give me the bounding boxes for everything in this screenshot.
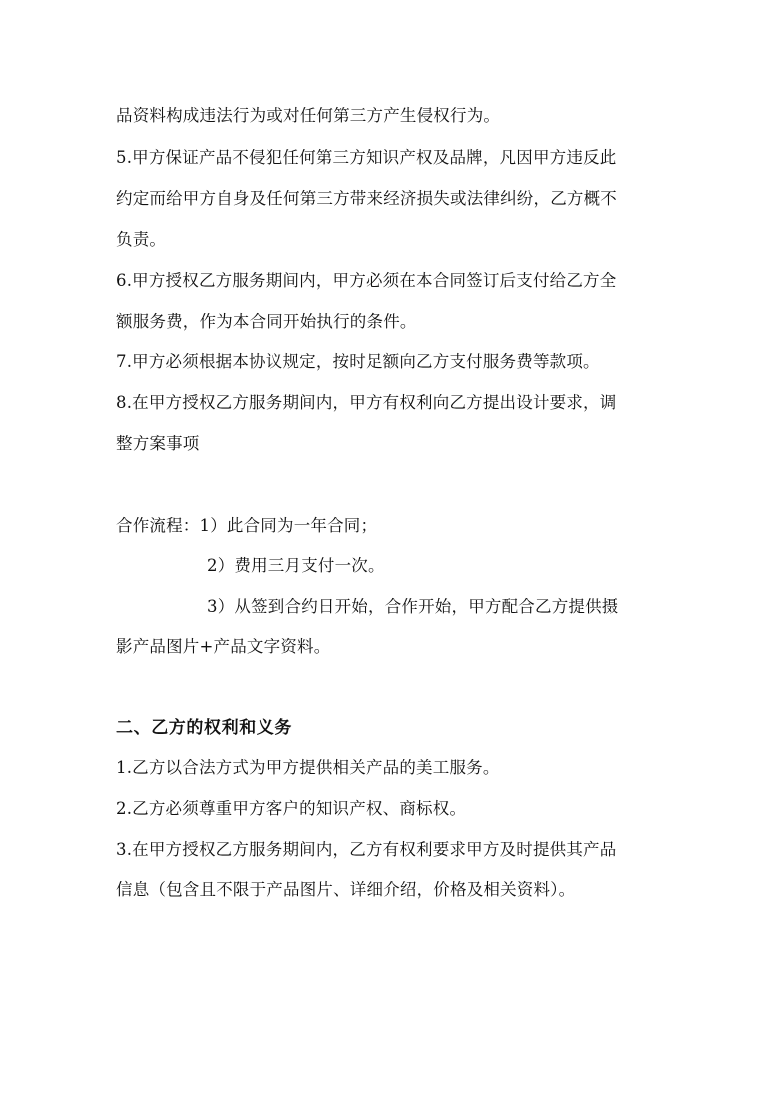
clause-6-line-1: 6.甲方授权乙方服务期间内，甲方必须在本合同签订后支付给乙方全 [116,271,617,290]
party-b-clause-2: 2.乙方必须尊重甲方客户的知识产权、商标权。 [116,799,467,818]
party-b-clause-3-line-1: 3.在甲方授权乙方服务期间内，乙方有权利要求甲方及时提供其产品 [116,840,617,859]
clause-6-line-2: 额服务费，作为本合同开始执行的条件。 [116,312,417,331]
text-line: 品资料构成违法行为或对任何第三方产生侵权行为。 [116,106,501,125]
party-b-clause-3-line-2: 信息（包含且不限于产品图片、详细介绍，价格及相关资料）。 [116,880,576,899]
cooperation-process-line-3: 3）从签到合约日开始，合作开始，甲方配合乙方提供摄 [207,597,619,616]
clause-8-line-1: 8.在甲方授权乙方服务期间内，甲方有权利向乙方提出设计要求，调 [116,393,617,412]
cooperation-process-line-4: 影产品图片+产品文字资料。 [116,637,331,656]
clause-5-line-2: 约定而给甲方自身及任何第三方带来经济损失或法律纠纷，乙方概不 [116,189,617,208]
cooperation-process-line-2: 2）费用三月支付一次。 [207,556,385,575]
clause-5-line-1: 5.甲方保证产品不侵犯任何第三方知识产权及品牌，凡因甲方违反此 [116,148,617,167]
clause-5-line-3: 负责。 [116,230,167,249]
cooperation-process-line-1: 合作流程：1）此合同为一年合同； [116,516,378,535]
clause-7-line-1: 7.甲方必须根据本协议规定，按时足额向乙方支付服务费等款项。 [116,352,600,371]
party-b-clause-1: 1.乙方以合法方式为甲方提供相关产品的美工服务。 [116,758,500,777]
section-title: 二、乙方的权利和义务 [116,718,292,738]
clause-8-line-2: 整方案事项 [116,434,200,453]
